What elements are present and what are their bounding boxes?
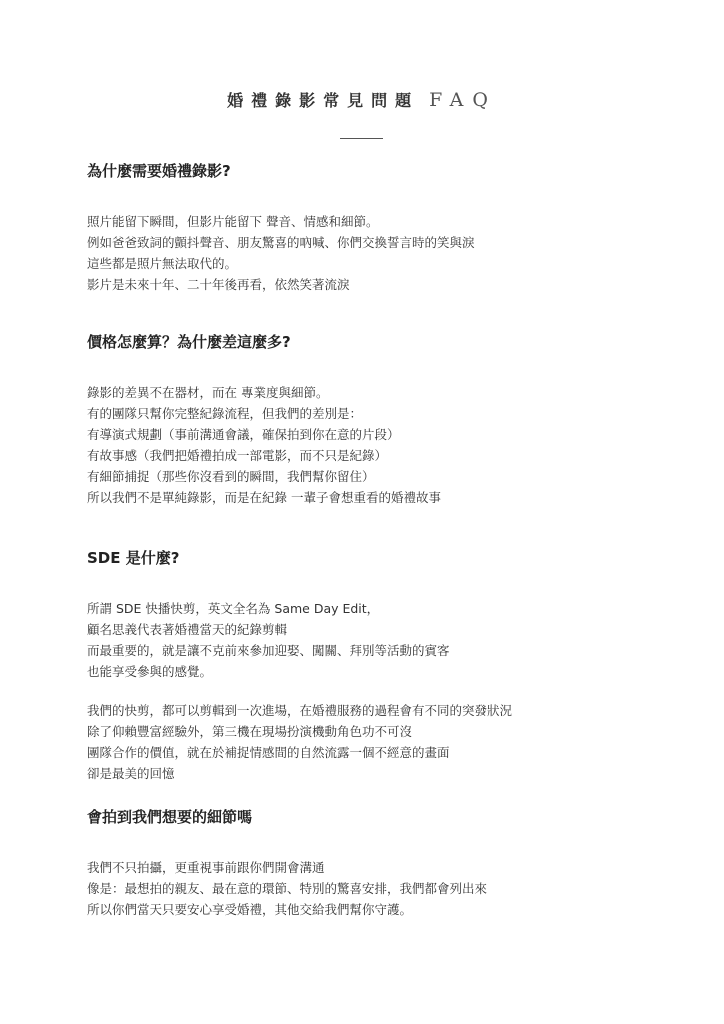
- answer-line: 影片是未來十年、二十年後再看，依然笑著流淚: [87, 277, 350, 292]
- answer-line: 照片能留下瞬間，但影片能留下 聲音、情感和細節。: [87, 214, 379, 229]
- answer-line: 有的團隊只幫你完整紀錄流程，但我們的差別是：: [87, 406, 363, 421]
- answer-line: 所以我們不是單純錄影，而是在紀錄 一輩子會想重看的婚禮故事: [87, 490, 441, 505]
- page-title-english: FAQ: [429, 88, 497, 111]
- faq-section-sde: [87, 548, 687, 784]
- answer-line: 有細節捕捉（那些你沒看到的瞬間，我們幫你留住）: [87, 469, 375, 484]
- faq-section-details: [87, 807, 687, 920]
- faq-question: 會拍到我們想要的細節嗎: [87, 808, 253, 826]
- answer-line: 我們的快剪，都可以剪輯到一次進場，在婚禮服務的過程會有不同的突發狀況: [87, 703, 513, 718]
- answer-line: 像是：最想拍的親友、最在意的環節、特別的驚喜安排，我們都會列出來: [87, 881, 488, 896]
- answer-line: 錄影的差異不在器材，而在 專業度與細節。: [87, 385, 329, 400]
- answer-line: 有導演式規劃（事前溝通會議，確保拍到你在意的片段）: [87, 427, 400, 442]
- answer-line: 顧名思義代表著婚禮當天的紀錄剪輯: [87, 622, 288, 637]
- answer-line: 除了仰賴豐富經驗外，第三機在現場扮演機動角色功不可沒: [87, 724, 413, 739]
- faq-section-pricing: [87, 332, 687, 508]
- answer-line: 團隊合作的價值，就在於補捉情感間的自然流露一個不經意的畫面: [87, 745, 450, 760]
- faq-answer: [87, 857, 687, 920]
- faq-answer: [87, 700, 687, 784]
- faq-question: 為什麼需要婚禮錄影?: [87, 162, 231, 180]
- faq-section-why-video: [87, 161, 687, 295]
- answer-line: 所以你們當天只要安心享受婚禮，其他交給我們幫你守護。: [87, 902, 413, 917]
- answer-line: 這些都是照片無法取代的。: [87, 256, 238, 271]
- answer-line: 有故事感（我們把婚禮拍成一部電影，而不只是紀錄）: [87, 448, 388, 463]
- faq-answer: [87, 382, 687, 508]
- title-divider: [340, 138, 383, 139]
- faq-question: SDE 是什麼?: [87, 549, 180, 567]
- answer-line: 也能享受參與的感覺。: [87, 664, 213, 679]
- faq-answer: [87, 211, 687, 295]
- faq-question: 價格怎麼算？為什麼差這麼多?: [87, 333, 291, 351]
- faq-answer: [87, 598, 687, 682]
- page-title-chinese: 婚禮錄影常見問題: [227, 91, 420, 110]
- answer-line: 例如爸爸致詞的顫抖聲音、朋友驚喜的吶喊、你們交換誓言時的笑與淚: [87, 235, 475, 250]
- answer-line: 所謂 SDE 快播快剪，英文全名為 Same Day Edit，: [87, 601, 380, 616]
- answer-line: 而最重要的，就是讓不克前來參加迎娶、闖關、拜別等活動的賓客: [87, 643, 450, 658]
- answer-line: 我們不只拍攝，更重視事前跟你們開會溝通: [87, 860, 325, 875]
- page-title: [0, 88, 724, 111]
- answer-line: 卻是最美的回憶: [87, 766, 175, 781]
